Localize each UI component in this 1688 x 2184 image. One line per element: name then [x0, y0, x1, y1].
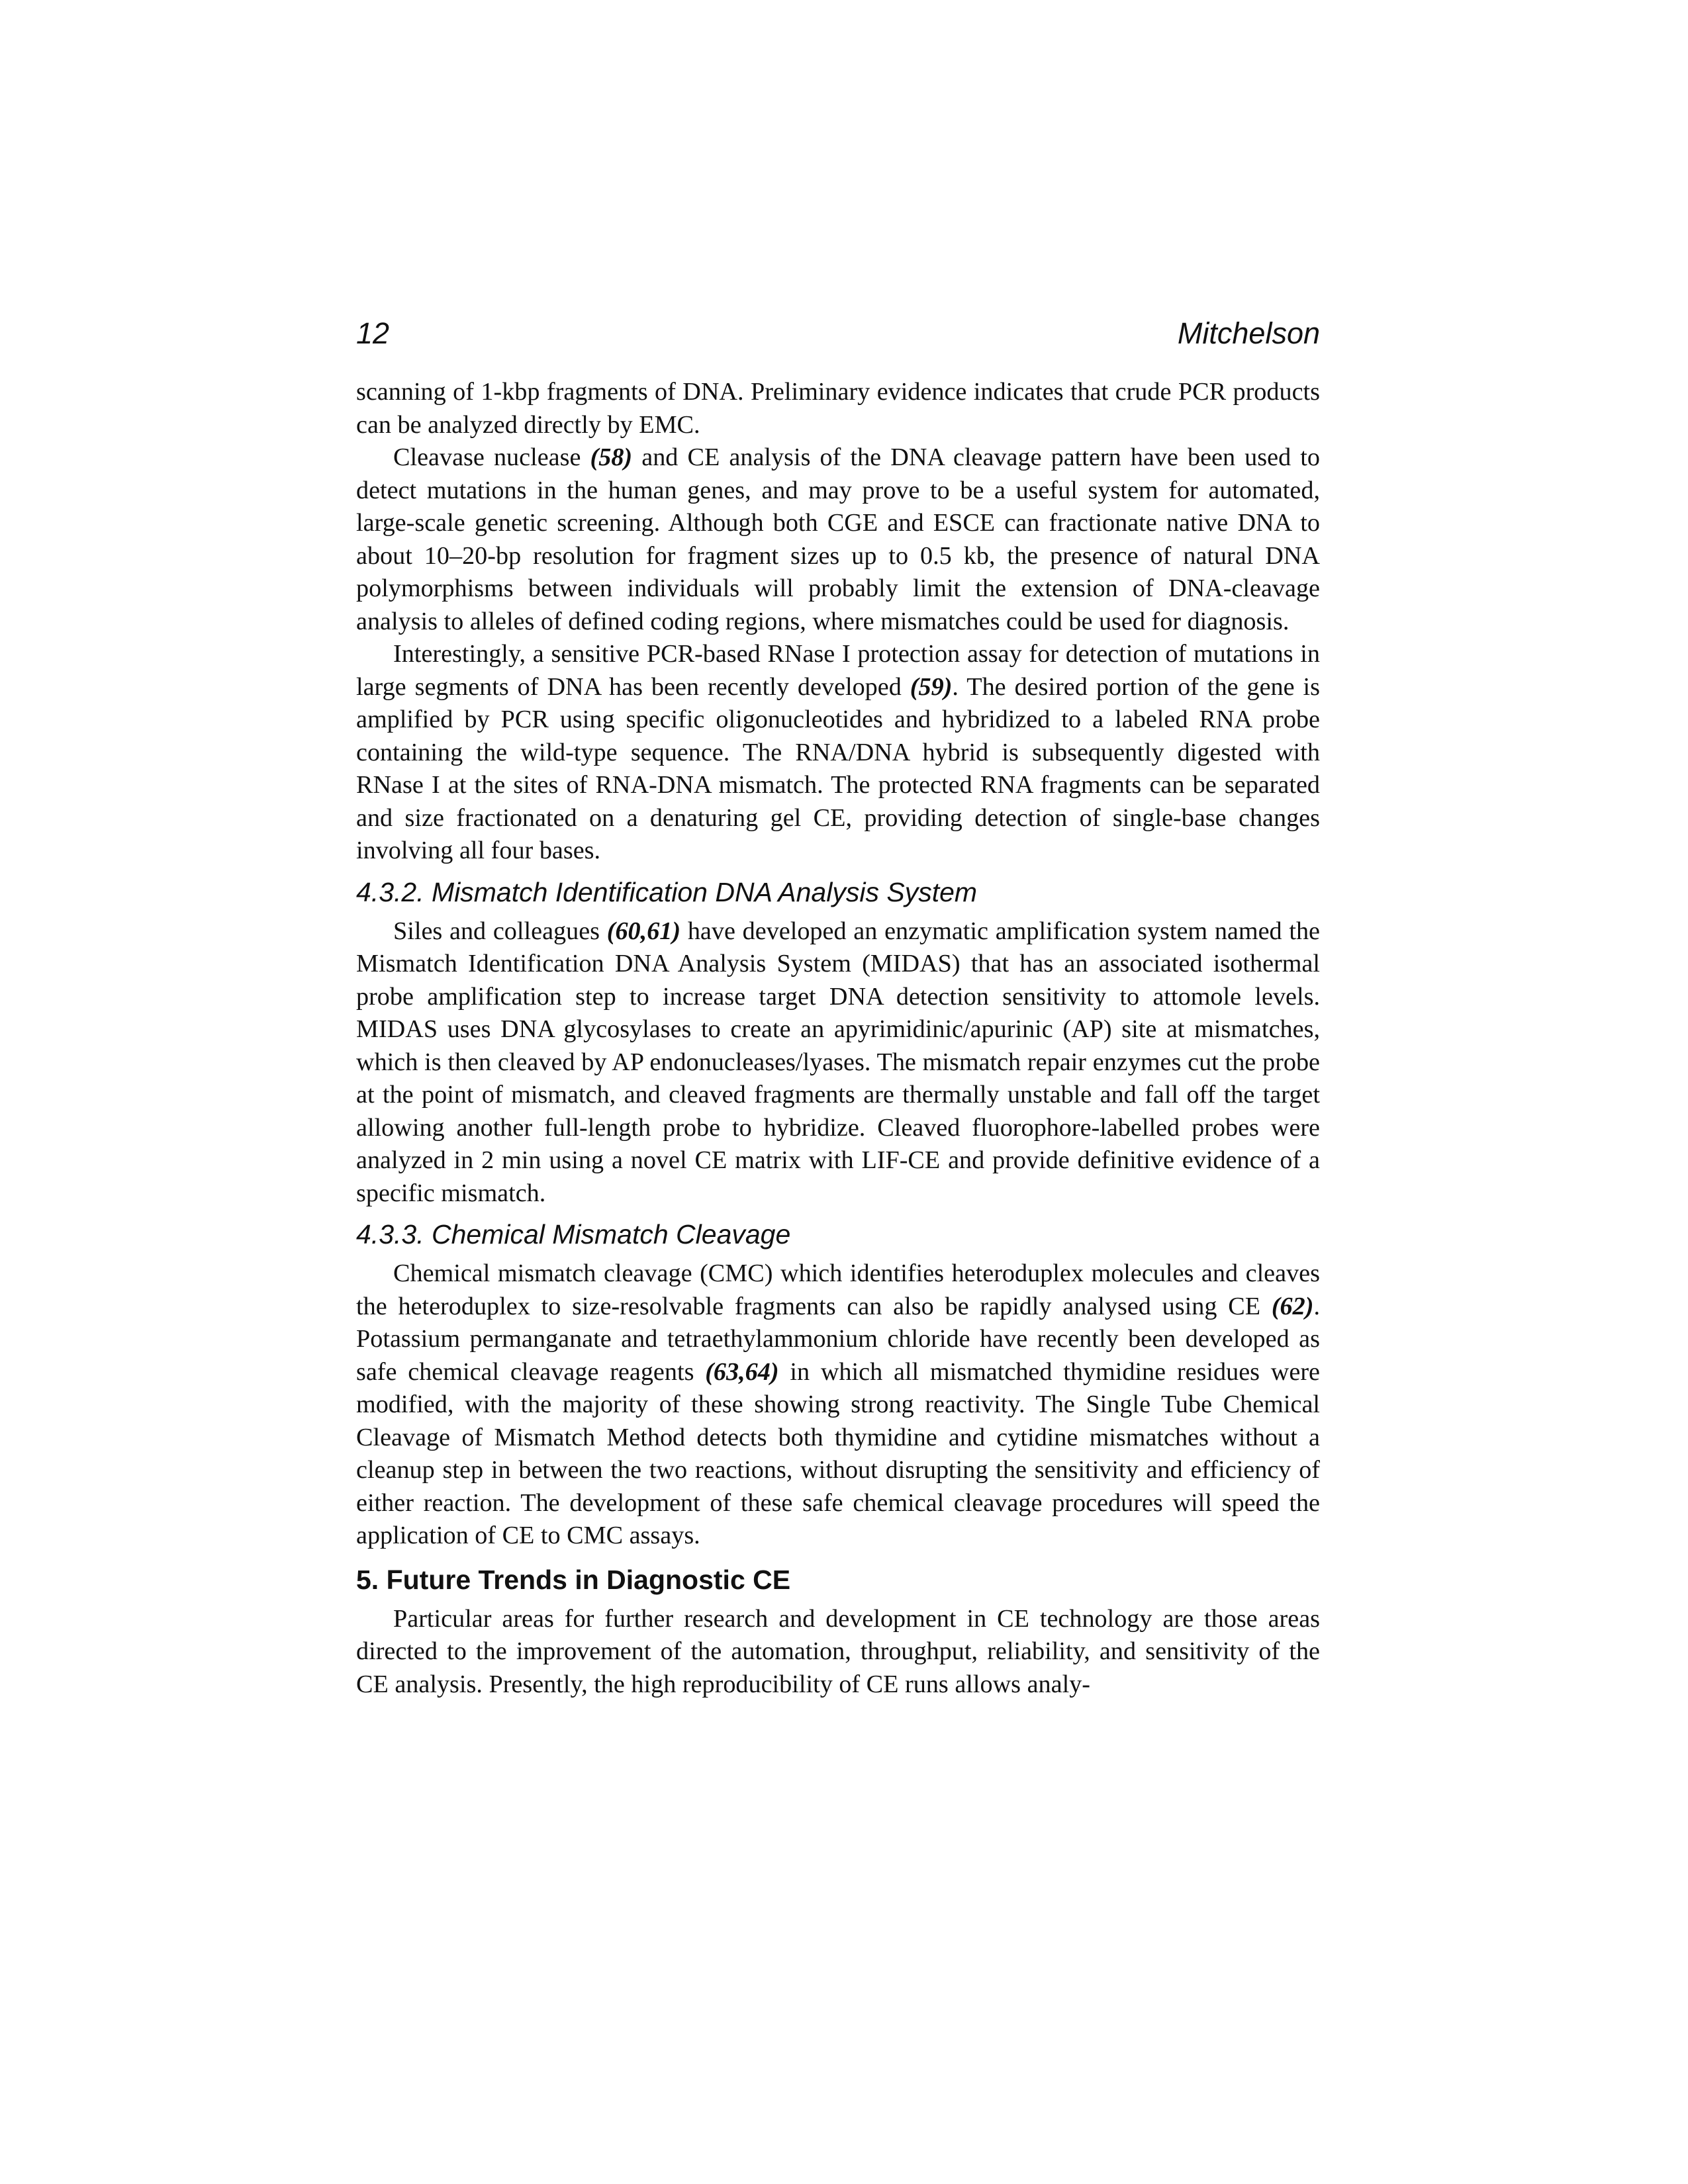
- heading-chemical-mismatch: 4.3.3. Chemical Mismatch Cleavage: [356, 1219, 791, 1250]
- text-run: have developed an enzymatic amplification system named the Mismatch Identification DNA Analysis System (MIDAS) that has an associated isothermal probe amplification step to increase target DNA detection sensitivity to attomole levels. MIDAS uses DNA glycosylases to create an apyrimidinic/apurinic (AP) site at mismatches, which is then cleaved by AP endonucleases/lyases. The mismatch repair enzymes cut the probe at the point of mismatch, and cleaved fragments are thermally unstable and fall off the target allowing another full-length probe to hybridize. Cleaved fluorophore-labelled probes were analyzed in 2 min using a novel CE matrix with LIF-CE and provide definitive evidence of a specific mismatch.: [356, 917, 1320, 1207]
- text-run: . Potassium permanganate and tetraethylammonium chloride have recently been developed as safe chemical cleavage reagents: [356, 1292, 1320, 1386]
- text-run: Siles and colleagues: [393, 917, 607, 945]
- paragraph-cleavase: [356, 441, 1320, 638]
- page-number: 12: [356, 316, 390, 350]
- citation: (59): [910, 672, 953, 701]
- paragraph-continuation: scanning of 1-kbp fragments of DNA. Preliminary evidence indicates that crude PCR products can be analyzed directly by EMC.: [356, 378, 1320, 439]
- paragraph-future-trends: Particular areas for further research and development in CE technology are those areas directed to the improvement of the automation, throughput, reliability, and sensitivity of the CE analysis. Presently, the high reproducibility of CE runs allows analy-: [356, 1604, 1320, 1698]
- heading-future-trends: 5. Future Trends in Diagnostic CE: [356, 1564, 791, 1595]
- text-run: in which all mismatched thymidine residues were modified, with the majority of these showing strong reactivity. The Single Tube Chemical Cleavage of Mismatch Method detects both thymidine and cytidine mismatches without a cleanup step in between the two reactions, without disrupting the sensitivity and efficiency of either reaction. The development of these safe chemical cleavage procedures will speed the application of CE to CMC assays.: [356, 1357, 1321, 1549]
- paragraph-midas: [356, 915, 1320, 1210]
- text-run: Interestingly, a sensitive PCR-based RNase I protection assay for detection of mutations in large segments of DNA has been recently developed: [356, 640, 1320, 701]
- citation: (58): [590, 443, 633, 471]
- running-title: Mitchelson: [1177, 316, 1320, 350]
- body-text: [356, 376, 1320, 1701]
- citation: (63,64): [705, 1357, 779, 1386]
- page: [356, 316, 1320, 1701]
- citation: (60,61): [606, 917, 681, 945]
- text-run: and CE analysis of the DNA cleavage pattern have been used to detect mutations in the human genes, and may prove to be a useful system for automated, large-scale genetic screening. Although both CGE and ESCE can fractionate native DNA to about 10–20-bp resolution for fragment sizes up to 0.5 kb, the presence of natural DNA polymorphisms between individuals will probably limit the extension of DNA-cleavage analysis to alleles of defined coding regions, where mismatches could be used for diagnosis.: [356, 443, 1320, 635]
- heading-midas: 4.3.2. Mismatch Identification DNA Analysis System: [356, 876, 978, 907]
- text-run: Chemical mismatch cleavage (CMC) which identifies heteroduplex molecules and cleaves the heteroduplex to size-resolvable fragments can also be rapidly analysed using CE: [356, 1259, 1320, 1320]
- text-run: . The desired portion of the gene is amplified by PCR using specific oligonucleotides and hybridized to a labeled RNA probe containing the wild-type sequence. The RNA/DNA hybrid is subsequently digested with RNase I at the sites of RNA-DNA mismatch. The protected RNA fragments can be separated and size fractionated on a denaturing gel CE, providing detection of single-base changes involving all four bases.: [356, 672, 1320, 864]
- paragraph-rnase-protection: [356, 638, 1320, 868]
- running-head: [356, 316, 1320, 363]
- paragraph-cmc: [356, 1257, 1320, 1553]
- citation: (62): [1271, 1292, 1314, 1320]
- text-run: Cleavase nuclease: [393, 443, 590, 471]
